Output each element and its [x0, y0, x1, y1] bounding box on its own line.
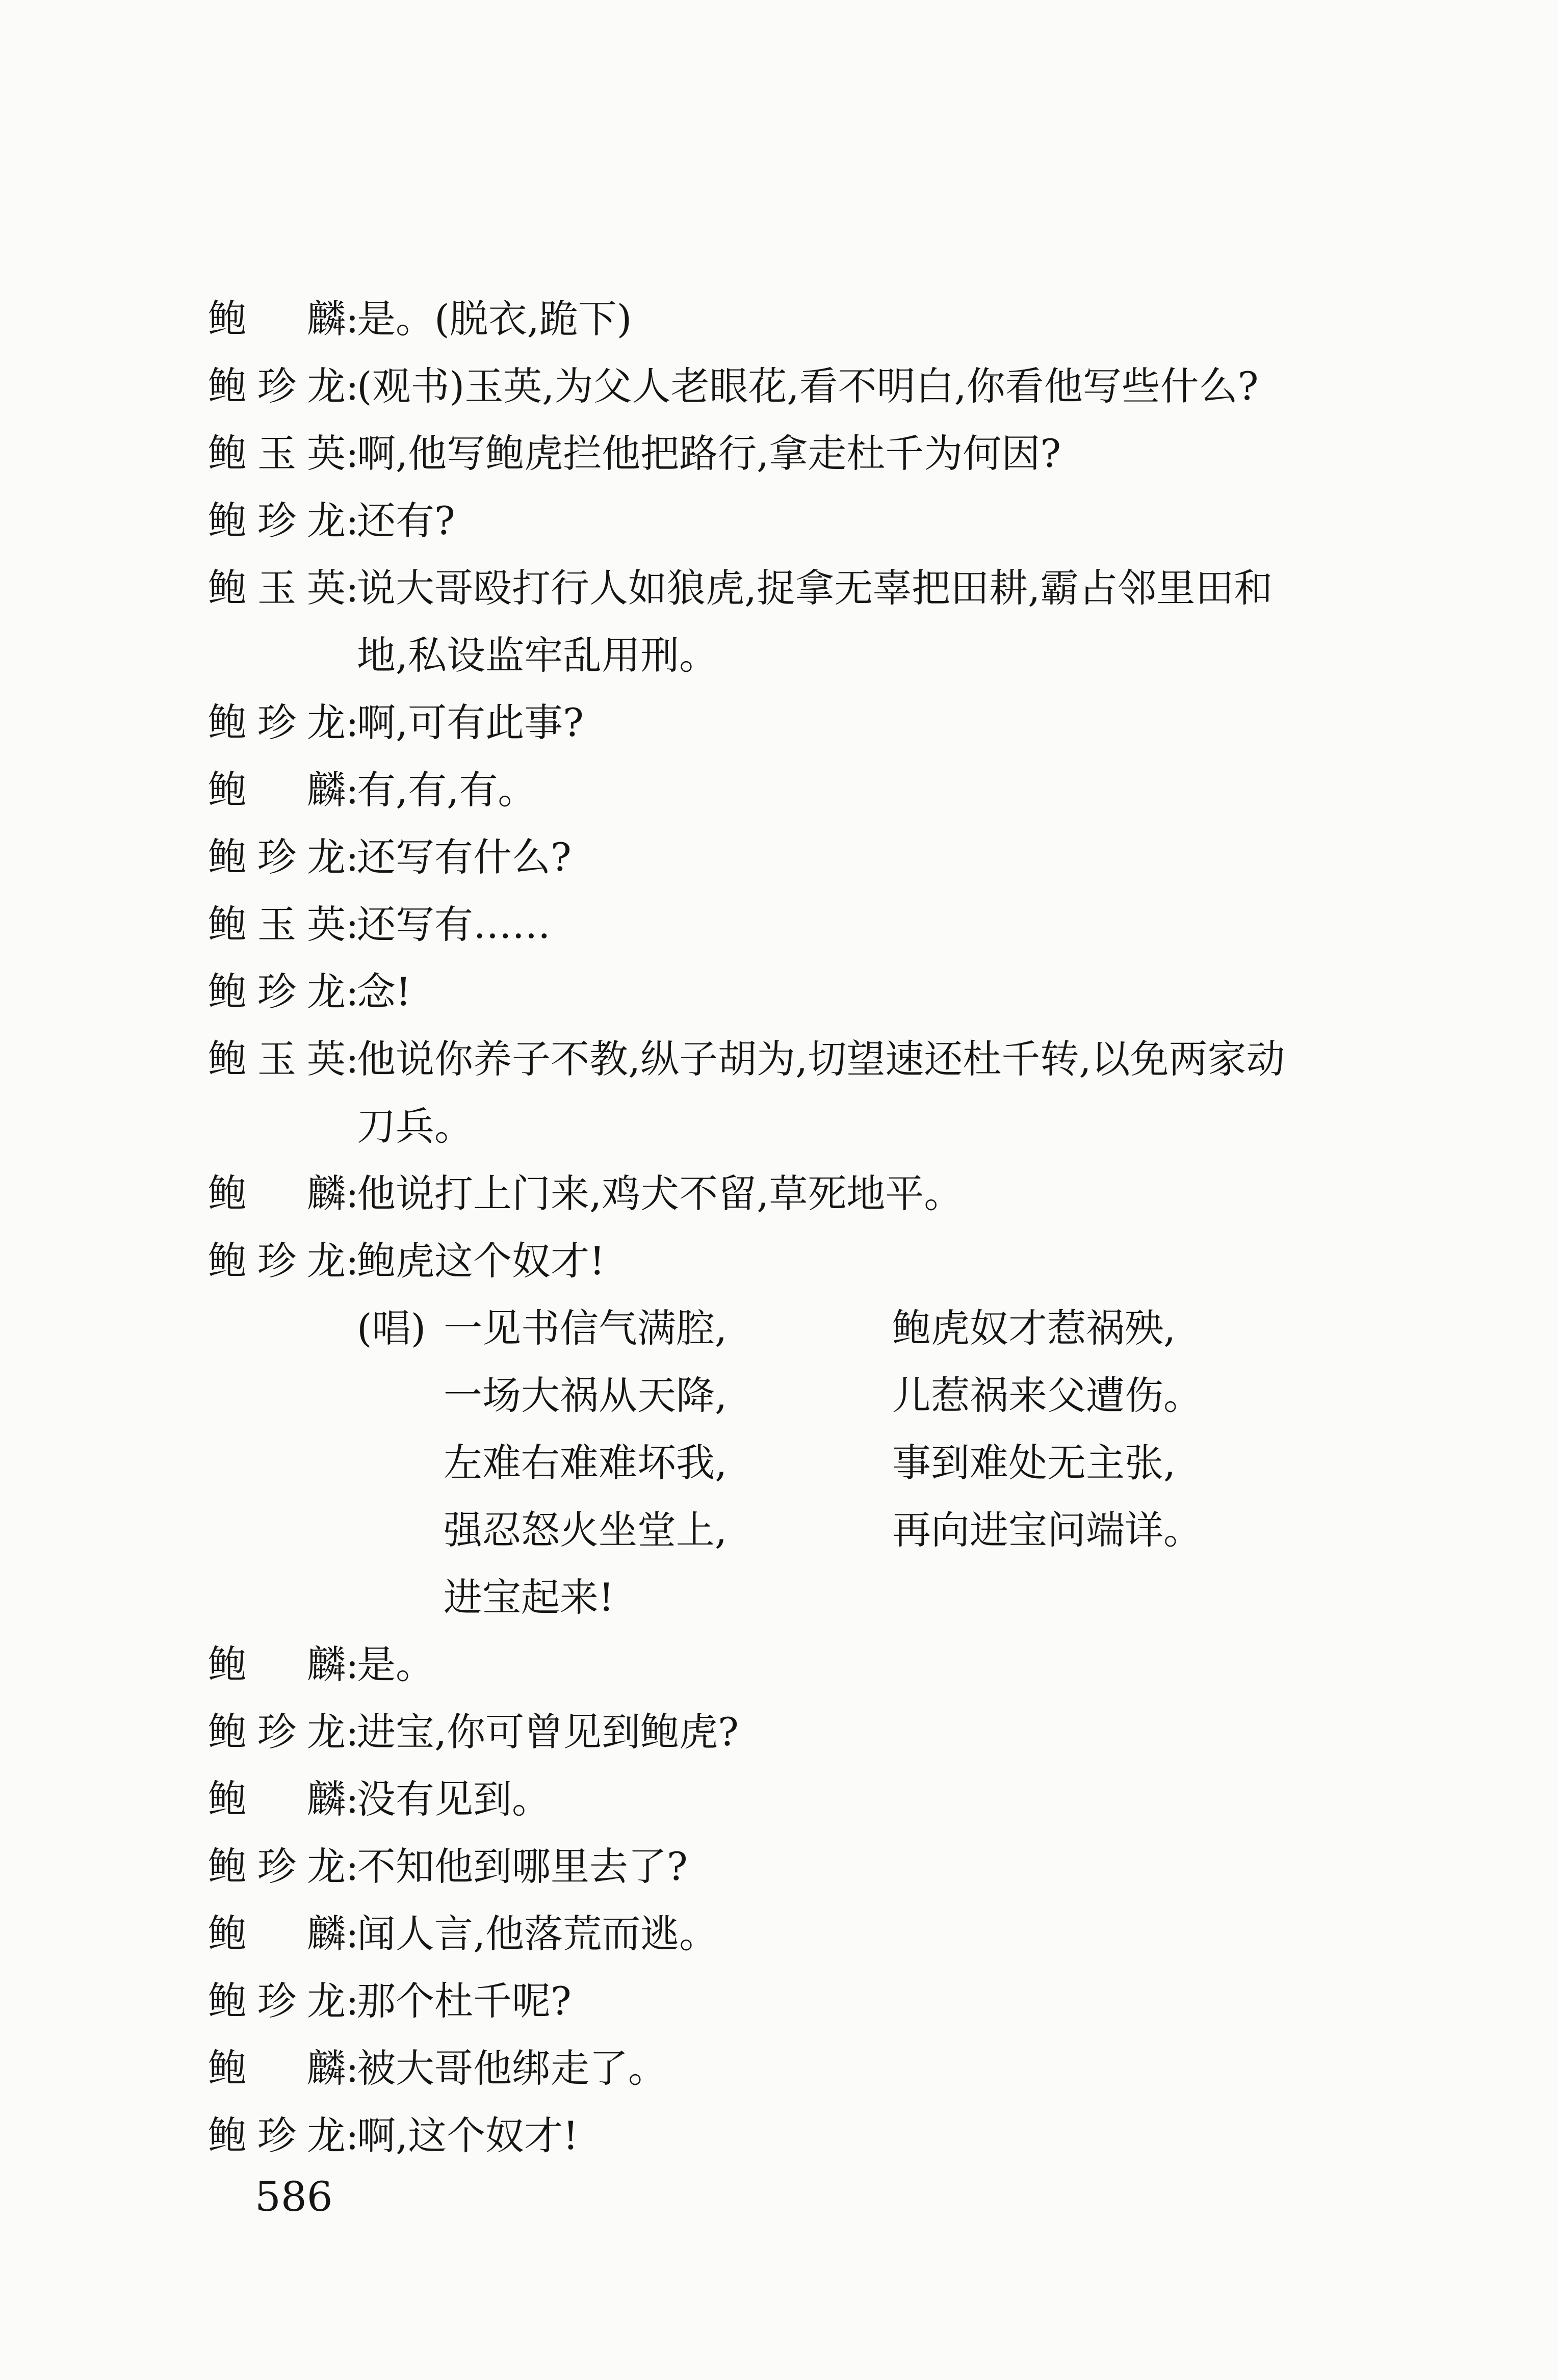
page-number: 586 — [255, 2173, 333, 2220]
dialogue-text: 他说打上门来,鸡犬不留,草死地平。 — [357, 1171, 963, 1216]
dialogue-text: 还写有什么? — [357, 834, 572, 880]
dialogue-line — [208, 1766, 1421, 1833]
speaker-colon: : — [346, 700, 359, 745]
speaker-name: 鲍珍龙 — [208, 1238, 346, 1284]
dialogue-text: 啊,可有此事? — [357, 700, 584, 745]
dialogue-text: 啊,这个奴才! — [357, 2113, 579, 2158]
verse-text: 一见书信气满腔, — [444, 1305, 728, 1351]
speaker-colon: : — [346, 1238, 359, 1284]
speaker-name: 鲍 麟 — [208, 1171, 346, 1216]
verse-left — [357, 1295, 727, 1362]
speaker-colon: : — [346, 431, 359, 476]
speaker-colon: : — [346, 767, 359, 813]
speaker-colon: : — [346, 902, 359, 947]
dialogue-text: 有,有,有。 — [357, 767, 537, 813]
dialogue-line — [208, 2102, 1421, 2169]
sing-mark: (唱) — [357, 1305, 426, 1351]
verse-text: 一场大祸从天降, — [444, 1373, 728, 1418]
speaker-colon: : — [346, 565, 359, 611]
speaker-name: 鲍 麟 — [208, 296, 346, 342]
speaker-name: 鲍玉英 — [208, 1036, 346, 1082]
dialogue-line — [208, 1833, 1421, 1900]
dialogue-line — [208, 689, 1421, 756]
dialogue-text: 鲍虎这个奴才! — [357, 1238, 605, 1284]
dialogue-line — [208, 420, 1421, 487]
dialogue-line — [208, 353, 1421, 420]
speaker-name: 鲍珍龙 — [208, 834, 346, 880]
speaker-name: 鲍玉英 — [208, 902, 346, 947]
dialogue-line — [208, 555, 1421, 622]
speaker-colon: : — [346, 1776, 359, 1822]
dialogue-text: 还有? — [357, 498, 455, 543]
dialogue-line — [208, 1160, 1421, 1227]
speaker-name: 鲍玉英 — [208, 431, 346, 476]
dialogue-text: 说大哥殴打行人如狼虎,捉拿无辜把田耕,霸占邻里田和 — [357, 565, 1273, 611]
speaker-name: 鲍 麟 — [208, 1911, 346, 1956]
speaker-colon: : — [346, 2046, 359, 2091]
dialogue-line — [208, 1026, 1421, 1093]
dialogue-line — [208, 285, 1421, 353]
dialogue-line — [208, 1227, 1421, 1295]
dialogue-line — [208, 756, 1421, 824]
speaker-name: 鲍珍龙 — [208, 1844, 346, 1889]
speaker-name: 鲍珍龙 — [208, 2113, 346, 2158]
dialogue-text: 刀兵。 — [357, 1104, 473, 1149]
dialogue-text: 没有见到。 — [357, 1776, 551, 1822]
dialogue-line — [208, 958, 1421, 1026]
speaker-name: 鲍 麟 — [208, 2046, 346, 2091]
dialogue-text: 还写有…… — [357, 902, 551, 947]
verse-right: 事到难处无主张, — [892, 1440, 1176, 1485]
speaker-name: 鲍珍龙 — [208, 969, 346, 1014]
dialogue-text: 不知他到哪里去了? — [357, 1844, 688, 1889]
dialogue-text: 他说你养子不教,纵子胡为,切望速还杜千转,以免两家动 — [357, 1036, 1285, 1082]
dialogue-line — [208, 824, 1421, 891]
speaker-colon: : — [346, 2113, 359, 2158]
dialogue-line — [208, 1631, 1421, 1698]
speaker-colon: : — [346, 1642, 359, 1687]
verse-right: 儿惹祸来父遭伤。 — [892, 1373, 1202, 1418]
speaker-colon: : — [346, 834, 359, 880]
dialogue-line — [208, 1900, 1421, 1968]
dialogue-text: 进宝,你可曾见到鲍虎? — [357, 1709, 739, 1755]
dialogue-line — [208, 2035, 1421, 2102]
speaker-name: 鲍玉英 — [208, 565, 346, 611]
speaker-colon: : — [346, 363, 359, 409]
dialogue-text: 闻人言,他落荒而逃。 — [357, 1911, 718, 1956]
dialogue-text: 是。 — [357, 1642, 434, 1687]
dialogue-text: 地,私设监牢乱用刑。 — [357, 633, 718, 678]
dialogue-text: 那个杜千呢? — [357, 1978, 572, 2024]
dialogue-text: 念! — [357, 969, 411, 1014]
speaker-name: 鲍 麟 — [208, 1642, 346, 1687]
speaker-colon: : — [346, 1978, 359, 2024]
speaker-colon: : — [346, 1171, 359, 1216]
speaker-name: 鲍 麟 — [208, 767, 346, 813]
speaker-name: 鲍珍龙 — [208, 700, 346, 745]
dialogue-continuation — [357, 622, 1422, 689]
speaker-colon: : — [346, 1911, 359, 1956]
speaker-colon: : — [346, 969, 359, 1014]
speaker-colon: : — [346, 1709, 359, 1755]
verse-left — [444, 1429, 727, 1497]
dialogue-text: 被大哥他绑走了。 — [357, 2046, 667, 2091]
verse-left — [444, 1497, 727, 1564]
speaker-name: 鲍 麟 — [208, 1776, 346, 1822]
dialogue-line — [208, 1698, 1421, 1766]
speaker-colon: : — [346, 1844, 359, 1889]
verse-text: 左难右难难坏我, — [444, 1440, 728, 1485]
dialogue-text: 啊,他写鲍虎拦他把路行,拿走杜千为何因? — [357, 431, 1061, 476]
verse-left — [444, 1564, 614, 1631]
speaker-name: 鲍珍龙 — [208, 498, 346, 543]
verse-right: 再向进宝问端详。 — [892, 1507, 1202, 1553]
dialogue-line — [208, 487, 1421, 555]
speaker-colon: : — [346, 498, 359, 543]
dialogue-line — [208, 1968, 1421, 2035]
speaker-name: 鲍珍龙 — [208, 1978, 346, 2024]
verse-right: 鲍虎奴才惹祸殃, — [892, 1305, 1176, 1351]
verse-text: 进宝起来! — [444, 1575, 614, 1620]
dialogue-text: (观书)玉英,为父人老眼花,看不明白,你看他写些什么? — [357, 363, 1259, 409]
dialogue-text: 是。(脱衣,跪下) — [357, 296, 632, 342]
verse-text: 强忍怒火坐堂上, — [444, 1507, 728, 1553]
speaker-name: 鲍珍龙 — [208, 1709, 346, 1755]
dialogue-continuation — [357, 1093, 1422, 1160]
speaker-colon: : — [346, 1036, 359, 1082]
verse-left — [444, 1362, 727, 1429]
speaker-colon: : — [346, 296, 359, 342]
speaker-name: 鲍珍龙 — [208, 363, 346, 409]
dialogue-line — [208, 891, 1421, 958]
